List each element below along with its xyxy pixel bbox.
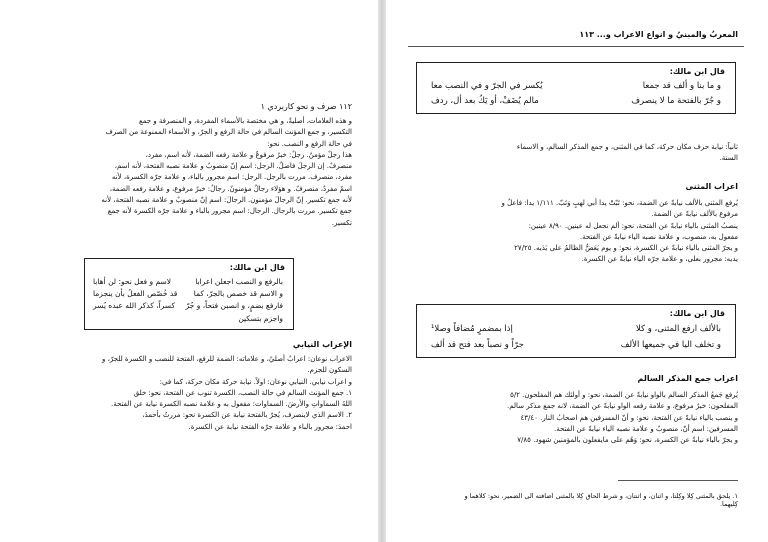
right-page (390, 2, 764, 538)
right-para-1 (404, 142, 738, 165)
sub-heading: الإعراب النيابي (292, 340, 352, 349)
text-line: في حالة الرفع و النصب. نحو: (267, 139, 352, 148)
text-line: اسمٌ مفردٌ، منصرفٌ. و هؤلاء رجالٌ مؤمنونٌ. رجالٌ: خبرٌ مرفوع، و علامة رفعه الضمة، (109, 184, 352, 193)
verse-line-a: بالألف ارفع المثنى، و كلا (635, 324, 721, 334)
text-line: يديه: مجرور بعلى، و علامة جرّه الياء نيابةً عن الكسرة. (581, 255, 738, 264)
footnote (404, 492, 738, 508)
footnote-line: كِليهما. (719, 500, 738, 508)
text-line: هذا رجلٌ مؤمنٌ. رجلٌ: خبرٌ مرفوعٌ و علامة رفعه الضمة، لأنه اسم، مفرد، (145, 150, 352, 159)
verse-line-a: و ما بنا و ألف قد جمعا (642, 81, 721, 91)
heading-sound-masculine-plural: اعراب جمع المذكر السالم (637, 374, 738, 383)
text-line: التكسير، و جمع المؤنث السالم في حالة الرفع و الجرّ، و الأسماء الممنوعة من الصرف (105, 128, 352, 137)
text-line: جمع تكسير. مررت بالرجال. الرجال: اسم مجرور بالباء و علامة جرّه الكسرة لأنه جمع (107, 207, 352, 216)
text-line: يُرفع المثنى بالألف نيابةً عن الضمة، نحو: تَبّتْ يدا أبي لهبٍ وَتَبّ. ١/١١١ يدا: فاعلٌ و (501, 199, 738, 207)
verse-line-b: لاسم و فعل نحو: لن أهابا (93, 277, 171, 286)
text-line: مفعول به، منصوب، و علامة نصبه الياء نيابةً عن الفتحة. (579, 232, 738, 241)
verse-line-b: قد خُصّص الفعلُ بأن ينجزما (93, 289, 178, 298)
text-line: لأنه جمع تكسير. إنّ الرجالَ مؤمنون. الرجالَ: اسم إنّ منصوبٌ و علامة نصبه الفتحة، لأنه (101, 196, 352, 205)
left-intro-paragraph (30, 116, 352, 229)
verse-line-b: يُكسر في الجرّ و في النصب معا (431, 81, 543, 91)
text-line: ١. جمع المؤنث السالم في حالة النصب، الكسرة تنوب عن الفتحة، نحو: خلق (133, 388, 352, 397)
left-page-header: ١١٢ صرف و نحو كاربردي ١ (260, 102, 352, 111)
text-line: الستة. (719, 154, 738, 163)
header-rule (408, 46, 744, 47)
text-line: اللهُ السماواتِ والأرضَ. السماوات: مفعول به و علامة نصبه الكسرة نيابة عن الفتحة. (111, 400, 352, 409)
text-line: المفلحون: خبرٌ مرفوع، و علامة رفعه الواو نيابةً عن الضمة، لانه جمع مذكر سالم. (507, 402, 738, 411)
text-line: ينصبُ المثنى بالياء نيابةً عن الفتحة، نحو: ألم نجعل له عينين. ٨/٩٠ عينين: (528, 221, 738, 230)
text-line: و اعراب نيابي. النيابي نوعان: اولاً. نيابة حركة مكان حركة، كما في: (159, 377, 352, 386)
text-line: مفرد، منصرف. مررت بالرجل. الرجل: اسم مجرور بالباء، و علامة جرّه الكسرة، لأنه (111, 173, 352, 182)
left-sub-paragraph (30, 354, 352, 433)
text-line: و ينصب بالياء نيابةً عن الفتحة، نحو: و أنّ المسرفين هم اصحابُ النار. ٤٣/٤٠ (520, 413, 738, 422)
verse-box-title: قال ابن مالك: (229, 263, 285, 272)
verse-line-a: واجزم بتسكين (238, 314, 283, 323)
verse-line-a: و الاسم قد خصص بالجرّ، كما (193, 289, 283, 298)
text-line: السكون للجزم. (307, 366, 352, 375)
left-page (4, 2, 374, 538)
text-line: و يجرّ بالياء نيابةً عن الكسرة، نحو: وَهُم على مايفعلون بالمؤمنين شهود. ٧/٨٥ (517, 436, 738, 445)
text-line: منصرفٌ. إن الرجلَ فاضلٌ. الرجل: اسم إنّ منصوبٌ و علامة نصبه الفتحة، لأنه اسم، (114, 162, 352, 171)
right-para-2 (404, 198, 738, 266)
ibn-malik-verse-box-2 (416, 304, 736, 358)
text-line: يُرفع جَمعُ المذكر السالم بالواو نيابةً عن الضمة، نحو: و أولئك هم المفلحون. ٥/٢ (510, 391, 738, 399)
ibn-malik-verse-box-1 (416, 62, 736, 114)
verse-line-b: إذا بمضمرٍ مُضافاً وصلا¹ (431, 324, 513, 334)
book-gutter (378, 0, 386, 542)
text-line: و يجرّ المثنى بالياء نيابةً عن الكسرة، نحو: و يوم يَعَضُّ الظالمُ على يَدَيه. ٢٧/٢٥ (514, 244, 738, 253)
footnote-line: ١. يلحق بالمثنى كِلا وكِلتا، و اثنان، و اثنتان، و شرط الحاق كِلا بالمثنى اضافته الى الضمير، نحو: كلاهما و (464, 492, 738, 500)
right-para-3 (404, 390, 738, 446)
text-line: مرفوع بالألف نيابةً عن الضمة. (651, 210, 738, 219)
text-line: و هذه العلامات، أصليةٌ، و هي مختصة بالأسماء المفردة، و المنصرفة و جمع (138, 117, 352, 125)
heading-dual: اعراب المثنى (685, 182, 738, 191)
ibn-malik-verse-box (84, 258, 294, 330)
verse-line-a: فارفع بضمٍ، و انصبن فتحاً، و جُرّ (185, 301, 283, 310)
verse-line-b: مالم يُضَفْ، أو يَكُ بعد أل، ردف (431, 96, 539, 106)
right-page-header: المعربُ والمبنيُ و انواع الاعراب و... ١١٣ (579, 30, 738, 39)
verse-line-a: و جُرّ بالفتحة ما لا ينصرف (631, 96, 721, 106)
text-line: احمدَ: مجرور بالباء و علامة جرّه الفتحة نيابة عن الكسرة. (188, 422, 352, 431)
text-line: ثانياً: نيابة حرف مكان حركة، كما في المثنى، و جمع المذكر السالم، و الاسماء (516, 143, 738, 151)
verse-box-title: قال ابن مالك: (669, 67, 725, 76)
verse-box-title: قال ابن مالك: (669, 309, 725, 318)
text-line: ٢. الاسم الذي لاينصرف، يُجرّ بالفتحة نيابة عن الكسرة نحو: مررتُ بأحمدَ، (142, 411, 352, 420)
verse-line-b: كسراً، كذكر الله عبده يُسر (93, 301, 176, 310)
text-line: المسرفين: اسم أنّ، منصوبٌ و علامة نصبه الياء نيابةً عن الفتحة. (554, 424, 738, 433)
verse-line-a: بالرفع و النصب اجعلن اعرابا (195, 277, 283, 286)
verse-line-b: جرّاً و نصباً بعد فتح قد ألف (431, 340, 524, 350)
footnote-rule (618, 480, 738, 481)
text-line: تكسير. (331, 218, 352, 227)
verse-line-a: و تخلف اليا في جميعها الألف (620, 340, 721, 350)
text-line: الاعراب نوعان: اعرابٌ أصليٌ، و علاماته: الضمة للرفع، الفتحة للنصب و الكسرة للجرّ، و (102, 355, 352, 363)
